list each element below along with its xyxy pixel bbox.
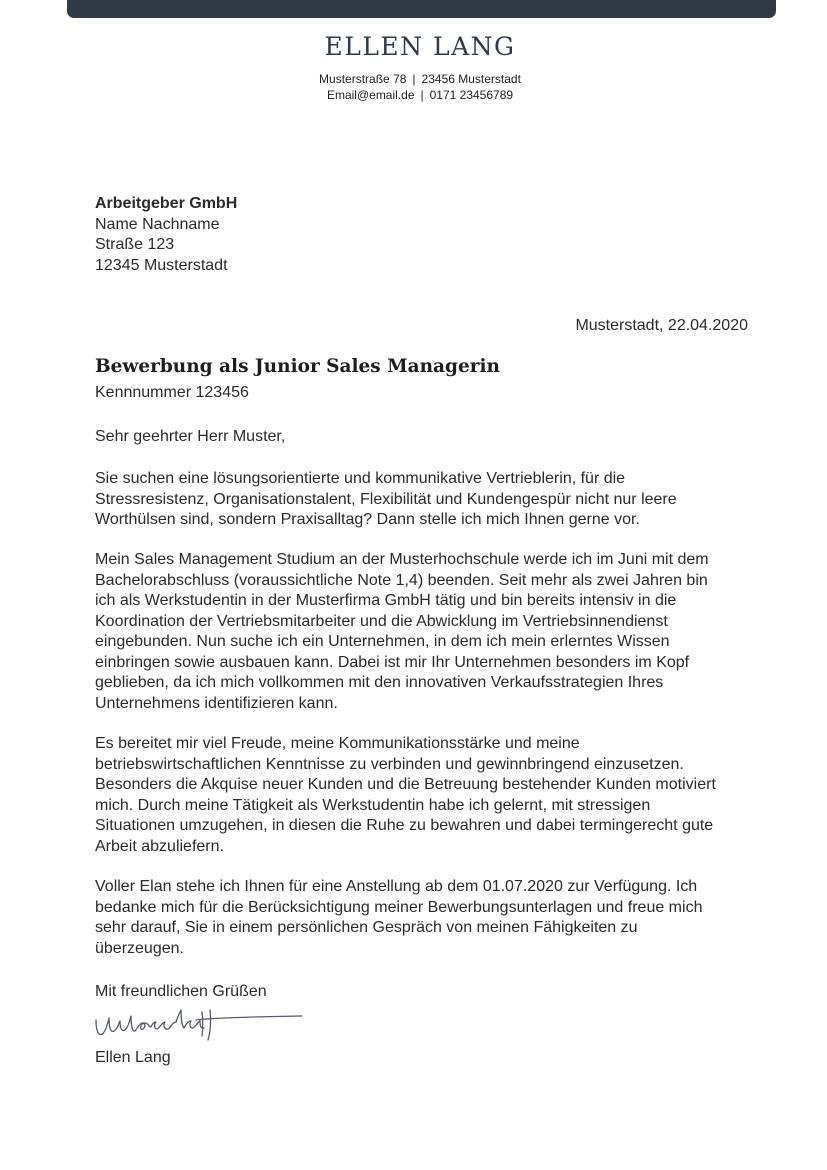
sender-contact-line (0, 88, 827, 102)
paragraph-line: Arbeit abzuliefern. (95, 837, 224, 855)
separator: | (420, 88, 424, 102)
sender-address-line (0, 72, 827, 86)
header-accent-bar (67, 0, 776, 18)
paragraph-line: mich. Durch meine Tätigkeit als Werkstudentin habe ich gelernt, mit stressigen (95, 796, 651, 814)
sender-email: Email@email.de (326, 88, 415, 102)
paragraph-line: Sie suchen eine lösungsorientierte und kommunikative Vertrieblerin, für die (95, 470, 626, 487)
paragraph-line: betriebswirtschaftlichen Kenntnisse zu verbinden und gewinnbringend einzusetzen. (95, 755, 684, 773)
paragraph-line: eingebunden. Nun suche ich ein Unternehmen, in dem ich mein erlerntes Wissen (95, 633, 670, 650)
paragraph-line: ich als Werkstudentin in der Musterfirma GmbH tätig und bin bereits intensiv in die (95, 592, 677, 609)
paragraph-line: Stressresistenz, Organisationstalent, Flexibilität und Kundengespür nicht nur leere (95, 490, 677, 508)
letter-date: Musterstadt, 22.04.2020 (575, 317, 748, 334)
paragraph-line: Koordination der Vertriebsmitarbeiter und die Abwicklung im Vertriebsinnendienst (95, 612, 668, 630)
paragraph-line: Voller Elan stehe ich Ihnen für eine Anstellung ab dem 01.07.2020 zur Verfügung. Ich (95, 878, 698, 895)
paragraph-line: sehr darauf, Sie in einem persönlichen Gespräch von meinen Fähigkeiten zu (95, 919, 638, 936)
recipient-company: Arbeitgeber GmbH (95, 195, 238, 212)
body-paragraph (95, 734, 775, 857)
paragraph-line: überzeugen. (95, 939, 184, 957)
paragraph-line: Bachelorabschluss (voraussichtliche Note 1,4) beenden. Seit mehr als zwei Jahren bin (95, 571, 708, 589)
paragraph-line: Mein Sales Management Studium an der Musterhochschule werde ich im Juni mit dem (95, 551, 709, 568)
salutation: Sehr geehrter Herr Muster, (95, 428, 286, 445)
body-paragraph (95, 469, 775, 531)
reference-number: Kennnummer 123456 (95, 384, 249, 401)
recipient-contact: Name Nachname (95, 215, 220, 233)
recipient-address (95, 194, 237, 276)
sender-city: 23456 Musterstadt (421, 72, 521, 86)
closing-phrase: Mit freundlichen Grüßen (95, 983, 267, 1000)
signer-name: Ellen Lang (95, 1049, 171, 1066)
paragraph-line: Besonders die Akquise neuer Kunden und die Betreuung bestehender Kunden motiviert (95, 776, 716, 793)
paragraph-line: Situationen umzugehen, in diesen die Ruhe zu bewahren und dabei termingerecht gute (95, 817, 714, 834)
paragraph-line: einbringen sowie ausbauen kann. Dabei ist mir Ihr Unternehmen besonders im Kopf (95, 653, 690, 671)
sender-name: ELLEN LANG (324, 32, 516, 61)
body-paragraph (95, 550, 775, 714)
body-paragraph (95, 877, 775, 959)
paragraph-line: Es bereitet mir viel Freude, meine Kommunikationsstärke und meine (95, 735, 580, 752)
separator: | (412, 72, 416, 86)
recipient-city: 12345 Musterstadt (95, 256, 228, 274)
paragraph-line: geblieben, da ich mich vollkommen mit den innovativen Verkaufsstrategien Ihres (95, 674, 664, 691)
letter-subject: Bewerbung als Junior Sales Managerin (95, 356, 500, 377)
paragraph-line: Worthülsen sind, sondern Praxisalltag? Dann stelle ich mich Ihnen gerne vor. (95, 511, 640, 528)
paragraph-line: Unternehmens identifizieren kann. (95, 694, 338, 712)
recipient-street: Straße 123 (95, 236, 175, 253)
sender-street: Musterstraße 78 (319, 72, 407, 86)
paragraph-line: bedanke mich für die Berücksichtigung meiner Bewerbungsunterlagen und freue mich (95, 898, 703, 916)
sender-phone: 0171 23456789 (429, 88, 514, 102)
